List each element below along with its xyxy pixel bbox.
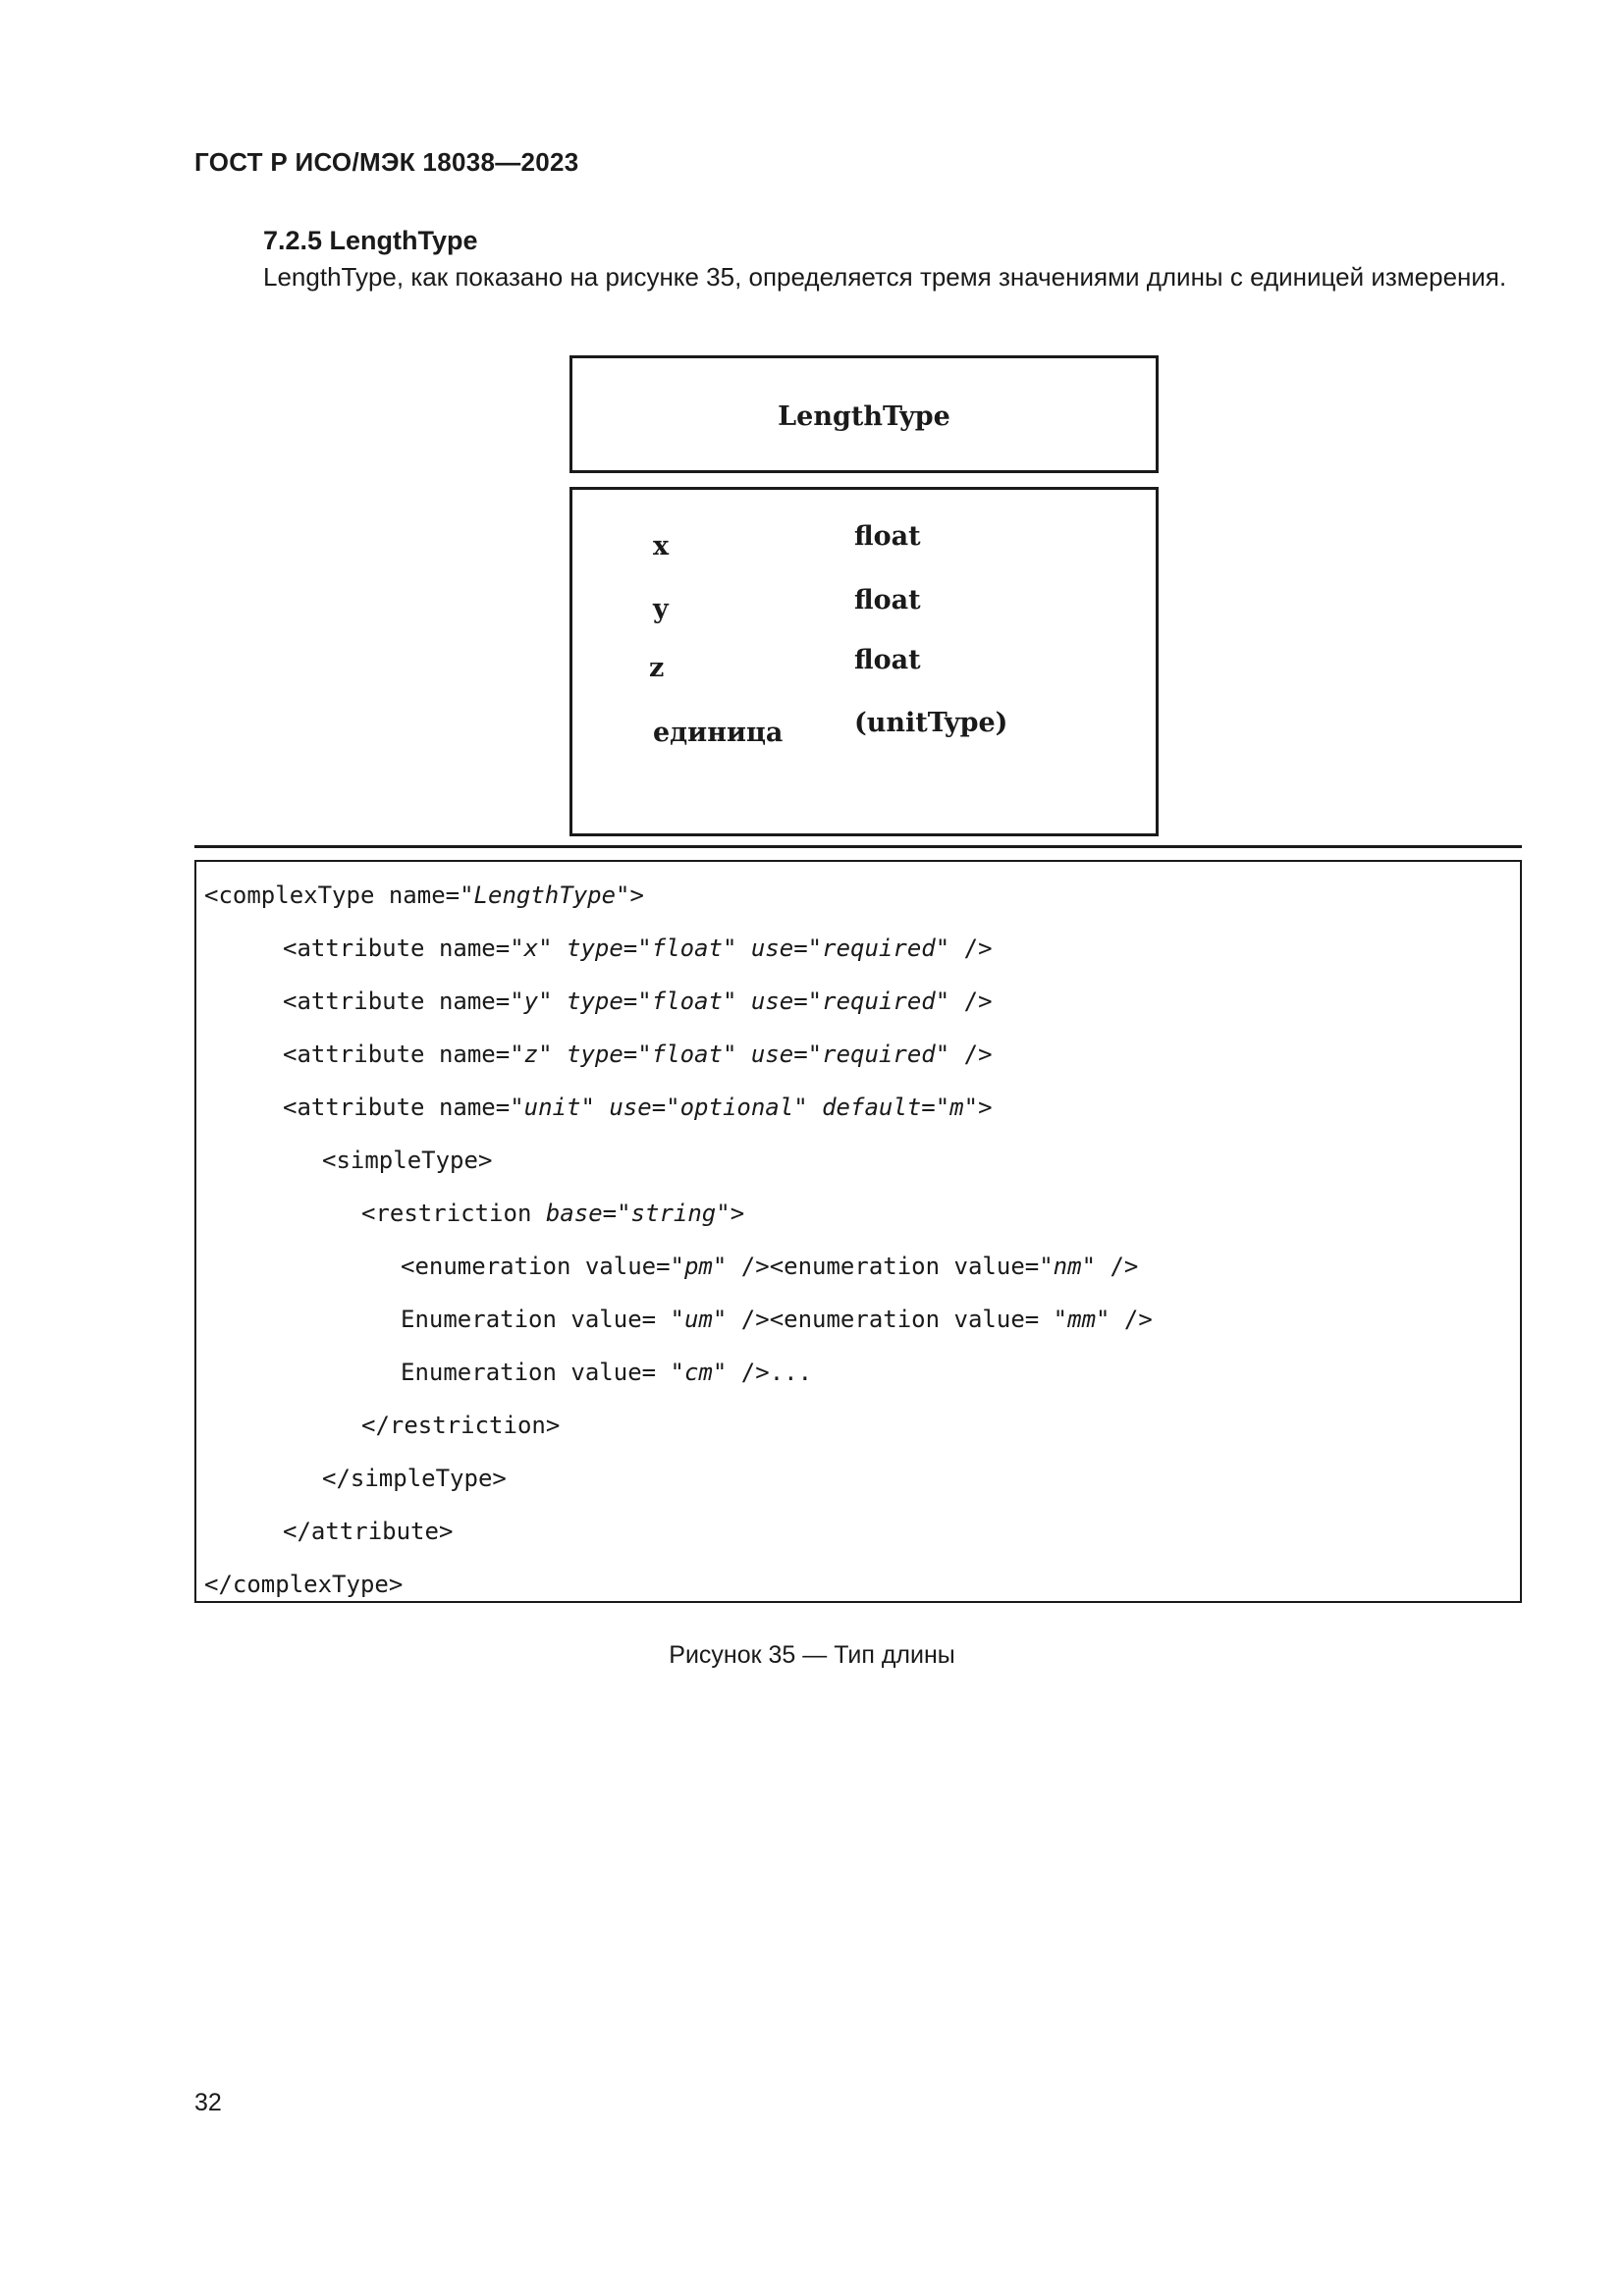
code-line: Enumeration value= "um" /><enumeration value= "mm" /> [401, 1306, 1153, 1333]
code-line: <attribute name="x" type="float" use="required" /> [283, 934, 993, 962]
code-line: Enumeration value= "cm" />... [401, 1359, 813, 1386]
code-line: <simpleType> [322, 1147, 493, 1174]
code-line: <complexType name="LengthType"> [204, 881, 644, 909]
code-line: <attribute name="z" type="float" use="required" /> [283, 1041, 993, 1068]
section-paragraph: LengthType, как показано на рисунке 35, определяется тремя значениями длины с единицей измерения. [263, 262, 1507, 292]
figure-caption: Рисунок 35 — Тип длины [669, 1641, 955, 1669]
uml-attr-type-x: float [854, 521, 921, 552]
code-line: </restriction> [361, 1412, 561, 1439]
code-line: <attribute name="y" type="float" use="required" /> [283, 988, 993, 1015]
uml-class-name: LengthType [778, 401, 950, 432]
section-heading: 7.2.5 LengthType [263, 226, 478, 255]
uml-attr-name-z: z [649, 653, 665, 683]
page-number: 32 [194, 2089, 222, 2116]
uml-attr-name-y: y [653, 594, 669, 624]
xml-schema-listing [194, 860, 1522, 1603]
code-line: </attribute> [283, 1518, 454, 1545]
uml-attributes-box [569, 487, 1159, 836]
code-line: </complexType> [204, 1571, 404, 1598]
uml-attr-type-unit: (unitType) [854, 708, 1008, 738]
uml-attr-type-y: float [854, 585, 921, 615]
code-line: </simpleType> [322, 1465, 507, 1492]
uml-attr-name-x: x [653, 531, 670, 561]
code-line: <attribute name="unit" use="optional" default="m"> [283, 1094, 993, 1121]
document-header: ГОСТ Р ИСО/МЭК 18038—2023 [194, 147, 579, 177]
uml-class-name-box [569, 355, 1159, 473]
uml-attr-type-z: float [854, 645, 921, 675]
uml-attr-name-unit: единица [653, 718, 784, 748]
code-line: <restriction base="string"> [361, 1200, 745, 1227]
figure-divider [194, 845, 1522, 848]
code-line: <enumeration value="pm" /><enumeration value="nm" /> [401, 1253, 1139, 1280]
